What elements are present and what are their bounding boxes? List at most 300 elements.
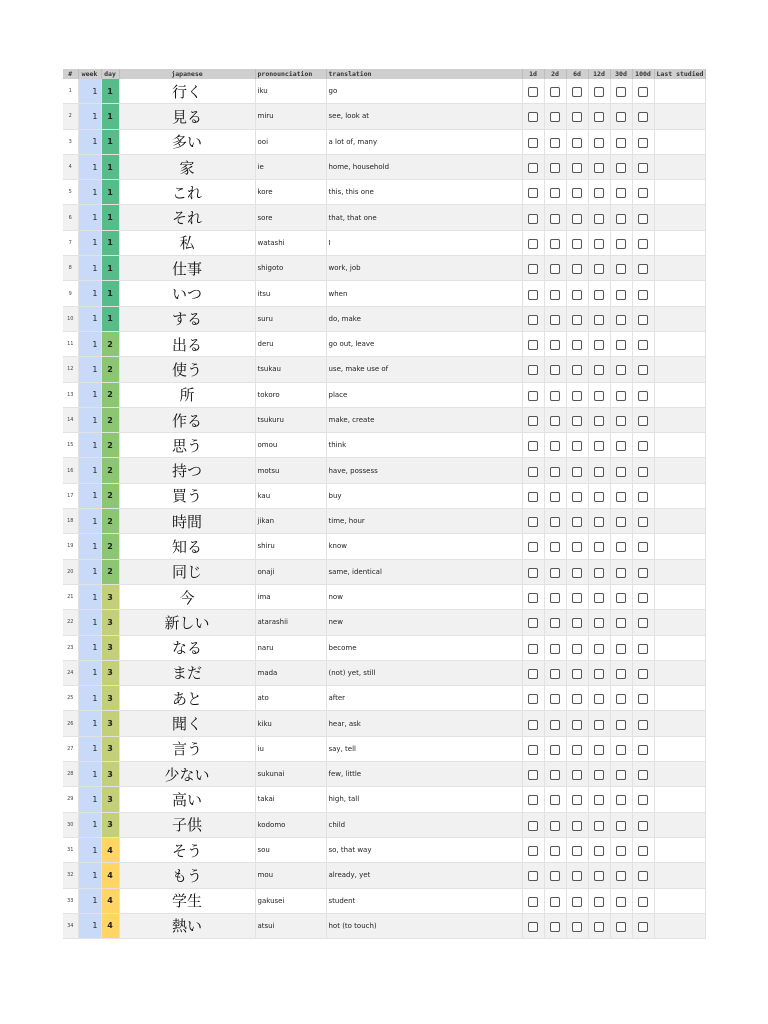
review-2d-checkbox[interactable] (550, 745, 560, 755)
japanese-cell[interactable]: 作る (119, 407, 255, 432)
review-1d-checkbox[interactable] (528, 644, 538, 654)
review-100d-checkbox[interactable] (638, 492, 648, 502)
day-cell[interactable]: 3 (101, 711, 119, 736)
review-6d-checkbox[interactable] (572, 290, 582, 300)
review-6d-checkbox[interactable] (572, 618, 582, 628)
pronunciation-cell[interactable]: kodomo (255, 812, 326, 837)
pronunciation-cell[interactable]: jikan (255, 509, 326, 534)
pronunciation-cell[interactable]: takai (255, 787, 326, 812)
review-1d-checkbox[interactable] (528, 340, 538, 350)
header-japanese[interactable]: japanese (119, 69, 255, 79)
japanese-cell[interactable]: まだ (119, 660, 255, 685)
pronunciation-cell[interactable]: atarashii (255, 610, 326, 635)
translation-cell[interactable]: go (326, 79, 522, 104)
review-6d-checkbox[interactable] (572, 441, 582, 451)
pronunciation-cell[interactable]: watashi (255, 230, 326, 255)
week-cell[interactable]: 1 (78, 104, 101, 129)
japanese-cell[interactable]: それ (119, 205, 255, 230)
review-12d-checkbox[interactable] (594, 821, 604, 831)
week-cell[interactable]: 1 (78, 762, 101, 787)
review-12d-checkbox[interactable] (594, 492, 604, 502)
header-30d[interactable]: 30d (610, 69, 632, 79)
pronunciation-cell[interactable]: sou (255, 837, 326, 862)
day-cell[interactable]: 1 (101, 180, 119, 205)
review-30d-checkbox[interactable] (616, 188, 626, 198)
translation-cell[interactable]: few, little (326, 762, 522, 787)
day-cell[interactable]: 1 (101, 205, 119, 230)
review-100d-checkbox[interactable] (638, 745, 648, 755)
review-1d-checkbox[interactable] (528, 87, 538, 97)
header-day[interactable]: day (101, 69, 119, 79)
last-studied-cell[interactable] (654, 584, 705, 609)
header-translation[interactable]: translation (326, 69, 522, 79)
week-cell[interactable]: 1 (78, 559, 101, 584)
review-30d-checkbox[interactable] (616, 492, 626, 502)
week-cell[interactable]: 1 (78, 913, 101, 938)
week-cell[interactable]: 1 (78, 79, 101, 104)
review-2d-checkbox[interactable] (550, 112, 560, 122)
day-cell[interactable]: 2 (101, 559, 119, 584)
week-cell[interactable]: 1 (78, 407, 101, 432)
translation-cell[interactable]: after (326, 686, 522, 711)
review-6d-checkbox[interactable] (572, 416, 582, 426)
day-cell[interactable]: 1 (101, 230, 119, 255)
week-cell[interactable]: 1 (78, 230, 101, 255)
review-100d-checkbox[interactable] (638, 214, 648, 224)
week-cell[interactable]: 1 (78, 433, 101, 458)
review-12d-checkbox[interactable] (594, 239, 604, 249)
review-12d-checkbox[interactable] (594, 441, 604, 451)
review-2d-checkbox[interactable] (550, 871, 560, 881)
header-100d[interactable]: 100d (632, 69, 654, 79)
header-1d[interactable]: 1d (522, 69, 544, 79)
review-30d-checkbox[interactable] (616, 239, 626, 249)
day-cell[interactable]: 4 (101, 863, 119, 888)
day-cell[interactable]: 1 (101, 281, 119, 306)
review-1d-checkbox[interactable] (528, 745, 538, 755)
review-100d-checkbox[interactable] (638, 340, 648, 350)
japanese-cell[interactable]: 少ない (119, 762, 255, 787)
review-1d-checkbox[interactable] (528, 618, 538, 628)
translation-cell[interactable]: high, tall (326, 787, 522, 812)
day-cell[interactable]: 3 (101, 584, 119, 609)
day-cell[interactable]: 3 (101, 686, 119, 711)
japanese-cell[interactable]: 時間 (119, 509, 255, 534)
day-cell[interactable]: 2 (101, 331, 119, 356)
review-12d-checkbox[interactable] (594, 770, 604, 780)
last-studied-cell[interactable] (654, 230, 705, 255)
review-100d-checkbox[interactable] (638, 188, 648, 198)
pronunciation-cell[interactable]: ima (255, 584, 326, 609)
review-6d-checkbox[interactable] (572, 112, 582, 122)
japanese-cell[interactable]: 子供 (119, 812, 255, 837)
review-12d-checkbox[interactable] (594, 669, 604, 679)
review-2d-checkbox[interactable] (550, 163, 560, 173)
week-cell[interactable]: 1 (78, 660, 101, 685)
review-2d-checkbox[interactable] (550, 441, 560, 451)
review-2d-checkbox[interactable] (550, 214, 560, 224)
review-6d-checkbox[interactable] (572, 568, 582, 578)
review-30d-checkbox[interactable] (616, 138, 626, 148)
review-12d-checkbox[interactable] (594, 87, 604, 97)
review-1d-checkbox[interactable] (528, 391, 538, 401)
review-6d-checkbox[interactable] (572, 517, 582, 527)
pronunciation-cell[interactable]: omou (255, 433, 326, 458)
pronunciation-cell[interactable]: atsui (255, 913, 326, 938)
week-cell[interactable]: 1 (78, 154, 101, 179)
review-2d-checkbox[interactable] (550, 315, 560, 325)
japanese-cell[interactable]: 聞く (119, 711, 255, 736)
review-100d-checkbox[interactable] (638, 391, 648, 401)
header-2d[interactable]: 2d (544, 69, 566, 79)
review-30d-checkbox[interactable] (616, 568, 626, 578)
review-6d-checkbox[interactable] (572, 542, 582, 552)
review-1d-checkbox[interactable] (528, 720, 538, 730)
review-30d-checkbox[interactable] (616, 290, 626, 300)
review-1d-checkbox[interactable] (528, 568, 538, 578)
review-30d-checkbox[interactable] (616, 821, 626, 831)
pronunciation-cell[interactable]: shigoto (255, 256, 326, 281)
pronunciation-cell[interactable]: gakusei (255, 888, 326, 913)
week-cell[interactable]: 1 (78, 256, 101, 281)
week-cell[interactable]: 1 (78, 382, 101, 407)
translation-cell[interactable]: become (326, 635, 522, 660)
day-cell[interactable]: 3 (101, 635, 119, 660)
review-2d-checkbox[interactable] (550, 694, 560, 704)
review-2d-checkbox[interactable] (550, 517, 560, 527)
review-6d-checkbox[interactable] (572, 340, 582, 350)
review-30d-checkbox[interactable] (616, 467, 626, 477)
review-6d-checkbox[interactable] (572, 138, 582, 148)
review-12d-checkbox[interactable] (594, 542, 604, 552)
review-30d-checkbox[interactable] (616, 922, 626, 932)
review-6d-checkbox[interactable] (572, 87, 582, 97)
last-studied-cell[interactable] (654, 711, 705, 736)
review-1d-checkbox[interactable] (528, 492, 538, 502)
pronunciation-cell[interactable]: iu (255, 736, 326, 761)
pronunciation-cell[interactable]: suru (255, 306, 326, 331)
review-12d-checkbox[interactable] (594, 593, 604, 603)
review-6d-checkbox[interactable] (572, 669, 582, 679)
japanese-cell[interactable]: 家 (119, 154, 255, 179)
last-studied-cell[interactable] (654, 736, 705, 761)
header-pronunciation[interactable]: pronounciation (255, 69, 326, 79)
review-30d-checkbox[interactable] (616, 214, 626, 224)
last-studied-cell[interactable] (654, 686, 705, 711)
last-studied-cell[interactable] (654, 762, 705, 787)
pronunciation-cell[interactable]: iku (255, 79, 326, 104)
review-12d-checkbox[interactable] (594, 795, 604, 805)
last-studied-cell[interactable] (654, 256, 705, 281)
review-100d-checkbox[interactable] (638, 138, 648, 148)
pronunciation-cell[interactable]: mou (255, 863, 326, 888)
review-2d-checkbox[interactable] (550, 669, 560, 679)
review-6d-checkbox[interactable] (572, 391, 582, 401)
review-12d-checkbox[interactable] (594, 897, 604, 907)
japanese-cell[interactable]: 熱い (119, 913, 255, 938)
translation-cell[interactable]: student (326, 888, 522, 913)
week-cell[interactable]: 1 (78, 458, 101, 483)
last-studied-cell[interactable] (654, 382, 705, 407)
week-cell[interactable]: 1 (78, 686, 101, 711)
review-1d-checkbox[interactable] (528, 290, 538, 300)
week-cell[interactable]: 1 (78, 863, 101, 888)
review-1d-checkbox[interactable] (528, 315, 538, 325)
translation-cell[interactable]: know (326, 534, 522, 559)
japanese-cell[interactable]: もう (119, 863, 255, 888)
day-cell[interactable]: 2 (101, 407, 119, 432)
japanese-cell[interactable]: 多い (119, 129, 255, 154)
week-cell[interactable]: 1 (78, 584, 101, 609)
japanese-cell[interactable]: する (119, 306, 255, 331)
review-100d-checkbox[interactable] (638, 770, 648, 780)
japanese-cell[interactable]: そう (119, 837, 255, 862)
japanese-cell[interactable]: 思う (119, 433, 255, 458)
translation-cell[interactable]: so, that way (326, 837, 522, 862)
review-30d-checkbox[interactable] (616, 694, 626, 704)
last-studied-cell[interactable] (654, 357, 705, 382)
review-12d-checkbox[interactable] (594, 720, 604, 730)
review-12d-checkbox[interactable] (594, 315, 604, 325)
review-100d-checkbox[interactable] (638, 542, 648, 552)
review-100d-checkbox[interactable] (638, 821, 648, 831)
review-12d-checkbox[interactable] (594, 214, 604, 224)
review-12d-checkbox[interactable] (594, 163, 604, 173)
day-cell[interactable]: 3 (101, 610, 119, 635)
review-2d-checkbox[interactable] (550, 492, 560, 502)
review-30d-checkbox[interactable] (616, 340, 626, 350)
review-2d-checkbox[interactable] (550, 922, 560, 932)
review-100d-checkbox[interactable] (638, 669, 648, 679)
review-1d-checkbox[interactable] (528, 214, 538, 224)
review-2d-checkbox[interactable] (550, 467, 560, 477)
last-studied-cell[interactable] (654, 660, 705, 685)
japanese-cell[interactable]: あと (119, 686, 255, 711)
translation-cell[interactable]: go out, leave (326, 331, 522, 356)
pronunciation-cell[interactable]: ato (255, 686, 326, 711)
review-12d-checkbox[interactable] (594, 568, 604, 578)
review-12d-checkbox[interactable] (594, 694, 604, 704)
translation-cell[interactable]: new (326, 610, 522, 635)
translation-cell[interactable]: when (326, 281, 522, 306)
review-30d-checkbox[interactable] (616, 720, 626, 730)
review-6d-checkbox[interactable] (572, 821, 582, 831)
last-studied-cell[interactable] (654, 509, 705, 534)
pronunciation-cell[interactable]: deru (255, 331, 326, 356)
week-cell[interactable]: 1 (78, 483, 101, 508)
last-studied-cell[interactable] (654, 205, 705, 230)
last-studied-cell[interactable] (654, 837, 705, 862)
review-30d-checkbox[interactable] (616, 644, 626, 654)
review-2d-checkbox[interactable] (550, 391, 560, 401)
review-6d-checkbox[interactable] (572, 745, 582, 755)
review-30d-checkbox[interactable] (616, 871, 626, 881)
pronunciation-cell[interactable]: kore (255, 180, 326, 205)
last-studied-cell[interactable] (654, 534, 705, 559)
day-cell[interactable]: 2 (101, 382, 119, 407)
review-2d-checkbox[interactable] (550, 846, 560, 856)
last-studied-cell[interactable] (654, 104, 705, 129)
review-1d-checkbox[interactable] (528, 922, 538, 932)
review-100d-checkbox[interactable] (638, 694, 648, 704)
review-1d-checkbox[interactable] (528, 416, 538, 426)
japanese-cell[interactable]: 私 (119, 230, 255, 255)
japanese-cell[interactable]: 仕事 (119, 256, 255, 281)
last-studied-cell[interactable] (654, 79, 705, 104)
review-30d-checkbox[interactable] (616, 542, 626, 552)
translation-cell[interactable]: make, create (326, 407, 522, 432)
translation-cell[interactable]: now (326, 584, 522, 609)
last-studied-cell[interactable] (654, 180, 705, 205)
day-cell[interactable]: 2 (101, 458, 119, 483)
review-100d-checkbox[interactable] (638, 795, 648, 805)
review-12d-checkbox[interactable] (594, 871, 604, 881)
review-6d-checkbox[interactable] (572, 264, 582, 274)
translation-cell[interactable]: hear, ask (326, 711, 522, 736)
review-6d-checkbox[interactable] (572, 492, 582, 502)
day-cell[interactable]: 2 (101, 509, 119, 534)
review-12d-checkbox[interactable] (594, 188, 604, 198)
translation-cell[interactable]: already, yet (326, 863, 522, 888)
day-cell[interactable]: 3 (101, 660, 119, 685)
review-12d-checkbox[interactable] (594, 391, 604, 401)
review-1d-checkbox[interactable] (528, 542, 538, 552)
review-6d-checkbox[interactable] (572, 365, 582, 375)
review-6d-checkbox[interactable] (572, 871, 582, 881)
japanese-cell[interactable]: 言う (119, 736, 255, 761)
review-12d-checkbox[interactable] (594, 290, 604, 300)
review-1d-checkbox[interactable] (528, 517, 538, 527)
review-30d-checkbox[interactable] (616, 846, 626, 856)
header-week[interactable]: week (78, 69, 101, 79)
review-6d-checkbox[interactable] (572, 315, 582, 325)
japanese-cell[interactable]: いつ (119, 281, 255, 306)
review-6d-checkbox[interactable] (572, 720, 582, 730)
translation-cell[interactable]: place (326, 382, 522, 407)
day-cell[interactable]: 4 (101, 837, 119, 862)
day-cell[interactable]: 3 (101, 736, 119, 761)
translation-cell[interactable]: hot (to touch) (326, 913, 522, 938)
review-12d-checkbox[interactable] (594, 365, 604, 375)
last-studied-cell[interactable] (654, 635, 705, 660)
header-12d[interactable]: 12d (588, 69, 610, 79)
review-1d-checkbox[interactable] (528, 795, 538, 805)
day-cell[interactable]: 4 (101, 888, 119, 913)
review-2d-checkbox[interactable] (550, 795, 560, 805)
week-cell[interactable]: 1 (78, 129, 101, 154)
review-2d-checkbox[interactable] (550, 239, 560, 249)
day-cell[interactable]: 1 (101, 256, 119, 281)
pronunciation-cell[interactable]: sore (255, 205, 326, 230)
last-studied-cell[interactable] (654, 433, 705, 458)
review-100d-checkbox[interactable] (638, 644, 648, 654)
review-6d-checkbox[interactable] (572, 239, 582, 249)
week-cell[interactable]: 1 (78, 610, 101, 635)
review-6d-checkbox[interactable] (572, 694, 582, 704)
review-30d-checkbox[interactable] (616, 745, 626, 755)
week-cell[interactable]: 1 (78, 281, 101, 306)
week-cell[interactable]: 1 (78, 205, 101, 230)
review-1d-checkbox[interactable] (528, 163, 538, 173)
last-studied-cell[interactable] (654, 787, 705, 812)
last-studied-cell[interactable] (654, 281, 705, 306)
pronunciation-cell[interactable]: ie (255, 154, 326, 179)
pronunciation-cell[interactable]: itsu (255, 281, 326, 306)
translation-cell[interactable]: same, identical (326, 559, 522, 584)
last-studied-cell[interactable] (654, 812, 705, 837)
review-100d-checkbox[interactable] (638, 163, 648, 173)
review-2d-checkbox[interactable] (550, 188, 560, 198)
review-1d-checkbox[interactable] (528, 770, 538, 780)
last-studied-cell[interactable] (654, 888, 705, 913)
review-12d-checkbox[interactable] (594, 264, 604, 274)
week-cell[interactable]: 1 (78, 736, 101, 761)
pronunciation-cell[interactable]: kau (255, 483, 326, 508)
week-cell[interactable]: 1 (78, 837, 101, 862)
review-2d-checkbox[interactable] (550, 897, 560, 907)
day-cell[interactable]: 2 (101, 483, 119, 508)
review-100d-checkbox[interactable] (638, 112, 648, 122)
review-1d-checkbox[interactable] (528, 821, 538, 831)
review-100d-checkbox[interactable] (638, 568, 648, 578)
review-100d-checkbox[interactable] (638, 720, 648, 730)
review-30d-checkbox[interactable] (616, 441, 626, 451)
review-100d-checkbox[interactable] (638, 593, 648, 603)
pronunciation-cell[interactable]: mada (255, 660, 326, 685)
review-100d-checkbox[interactable] (638, 922, 648, 932)
week-cell[interactable]: 1 (78, 357, 101, 382)
review-30d-checkbox[interactable] (616, 264, 626, 274)
review-30d-checkbox[interactable] (616, 795, 626, 805)
day-cell[interactable]: 2 (101, 357, 119, 382)
review-12d-checkbox[interactable] (594, 922, 604, 932)
day-cell[interactable]: 3 (101, 812, 119, 837)
day-cell[interactable]: 4 (101, 913, 119, 938)
review-1d-checkbox[interactable] (528, 112, 538, 122)
review-100d-checkbox[interactable] (638, 290, 648, 300)
review-30d-checkbox[interactable] (616, 112, 626, 122)
review-2d-checkbox[interactable] (550, 87, 560, 97)
review-30d-checkbox[interactable] (616, 593, 626, 603)
review-30d-checkbox[interactable] (616, 365, 626, 375)
review-30d-checkbox[interactable] (616, 618, 626, 628)
review-100d-checkbox[interactable] (638, 467, 648, 477)
week-cell[interactable]: 1 (78, 812, 101, 837)
translation-cell[interactable]: I (326, 230, 522, 255)
translation-cell[interactable]: (not) yet, still (326, 660, 522, 685)
week-cell[interactable]: 1 (78, 331, 101, 356)
week-cell[interactable]: 1 (78, 787, 101, 812)
day-cell[interactable]: 3 (101, 762, 119, 787)
review-12d-checkbox[interactable] (594, 846, 604, 856)
translation-cell[interactable]: child (326, 812, 522, 837)
review-100d-checkbox[interactable] (638, 416, 648, 426)
review-100d-checkbox[interactable] (638, 87, 648, 97)
review-6d-checkbox[interactable] (572, 214, 582, 224)
review-100d-checkbox[interactable] (638, 897, 648, 907)
review-12d-checkbox[interactable] (594, 416, 604, 426)
japanese-cell[interactable]: 出る (119, 331, 255, 356)
japanese-cell[interactable]: 見る (119, 104, 255, 129)
last-studied-cell[interactable] (654, 913, 705, 938)
last-studied-cell[interactable] (654, 129, 705, 154)
review-1d-checkbox[interactable] (528, 365, 538, 375)
translation-cell[interactable]: home, household (326, 154, 522, 179)
review-6d-checkbox[interactable] (572, 770, 582, 780)
review-30d-checkbox[interactable] (616, 669, 626, 679)
day-cell[interactable]: 2 (101, 433, 119, 458)
review-100d-checkbox[interactable] (638, 264, 648, 274)
